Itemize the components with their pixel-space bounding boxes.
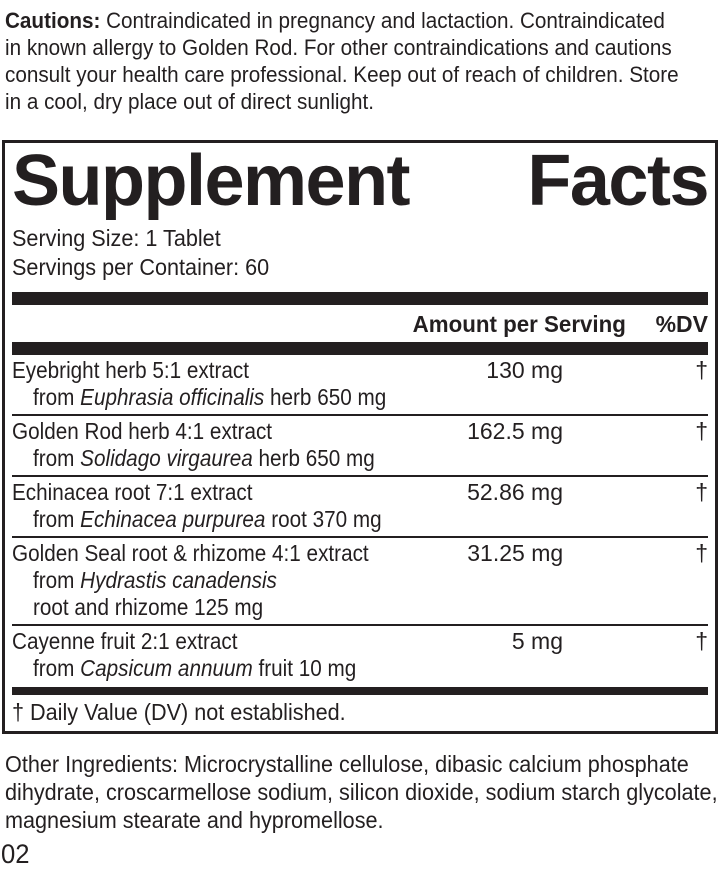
cautions-line-1-text: Contraindicated in pregnancy and lactaction. Contraindicated xyxy=(100,8,665,33)
source-post: herb 650 mg xyxy=(264,384,387,410)
ingredient-name: Eyebright herb 5:1 extract xyxy=(12,357,250,383)
footer-code: 02 xyxy=(0,839,30,869)
column-header-dv: %DV xyxy=(655,311,708,337)
panel-title xyxy=(12,141,708,221)
other-ingredients-paragraph xyxy=(0,734,720,834)
ingredient-source-line xyxy=(12,567,708,594)
servings-per-container: Servings per Container: 60 xyxy=(12,254,270,280)
source-latin-name: Solidago virgaurea xyxy=(80,445,253,471)
panel-title-word-1: Supplement xyxy=(12,141,410,221)
cautions-line-1 xyxy=(5,7,672,34)
ingredient-table xyxy=(12,355,708,685)
cautions-paragraph xyxy=(0,0,720,115)
ingredient-row-cayenne xyxy=(12,624,708,685)
ingredient-amount: 5 mg xyxy=(511,628,563,654)
ingredient-row-eyebright xyxy=(12,355,708,414)
ingredient-amount: 130 mg xyxy=(486,357,563,383)
ingredient-dv-dagger: † xyxy=(695,418,708,444)
ingredient-source-line xyxy=(12,445,708,472)
daily-value-footnote xyxy=(12,695,708,731)
source-latin-name: Euphrasia officinalis xyxy=(80,384,265,410)
source-pre: root and rhizome 125 mg xyxy=(33,594,264,620)
other-ingredients-line-2: dihydrate, croscarmellose sodium, silicon dioxide, sodium starch glycolate, xyxy=(5,779,718,805)
other-ingredients-line-1: Other Ingredients: Microcrystalline cellulose, dibasic calcium phosphate xyxy=(5,751,689,777)
source-pre: from xyxy=(33,506,81,532)
ingredient-main-line xyxy=(12,357,708,384)
ingredient-dv-dagger: † xyxy=(695,479,708,505)
thick-divider-top xyxy=(12,292,708,305)
ingredient-main-line xyxy=(12,628,708,655)
column-header-amount: Amount per Serving xyxy=(412,311,626,337)
other-ingredients-line-3: magnesium stearate and hypromellose. xyxy=(5,807,384,833)
source-post: herb 650 mg xyxy=(252,445,375,471)
cautions-line-4: in a cool, dry place out of direct sunlight. xyxy=(5,89,375,114)
source-latin-name: Capsicum annuum xyxy=(80,655,253,681)
table-header-row xyxy=(12,305,708,342)
serving-size: Serving Size: 1 Tablet xyxy=(12,225,221,251)
ingredient-name: Echinacea root 7:1 extract xyxy=(12,479,253,505)
source-post: fruit 10 mg xyxy=(252,655,357,681)
source-pre: from xyxy=(33,384,81,410)
ingredient-row-golden-rod xyxy=(12,414,708,475)
ingredient-main-line xyxy=(12,479,708,506)
ingredient-dv-dagger: † xyxy=(695,357,708,383)
ingredient-main-line xyxy=(12,540,708,567)
ingredient-amount: 162.5 mg xyxy=(467,418,563,444)
source-latin-name: Echinacea purpurea xyxy=(80,506,266,532)
thin-divider-footnote xyxy=(12,687,708,695)
ingredient-source-line xyxy=(12,384,708,411)
ingredient-amount: 31.25 mg xyxy=(467,540,564,566)
source-post: root 370 mg xyxy=(265,506,382,532)
source-pre: from xyxy=(33,567,81,593)
ingredient-source-line-2 xyxy=(12,594,708,621)
serving-info xyxy=(12,224,708,282)
panel-title-word-2: Facts xyxy=(527,141,708,221)
ingredient-row-echinacea xyxy=(12,475,708,536)
ingredient-source-line xyxy=(12,655,708,682)
ingredient-row-golden-seal xyxy=(12,536,708,624)
ingredient-main-line xyxy=(12,418,708,445)
source-latin-name: Hydrastis canadensis xyxy=(80,567,277,593)
ingredient-dv-dagger: † xyxy=(695,540,708,566)
cautions-line-3: consult your health care professional. Keep out of reach of children. Store xyxy=(5,62,679,87)
source-pre: from xyxy=(33,655,81,681)
thick-divider-header xyxy=(12,342,708,355)
cautions-heading: Cautions: xyxy=(5,8,101,33)
source-pre: from xyxy=(33,445,81,471)
ingredient-amount: 52.86 mg xyxy=(467,479,563,505)
daily-value-footnote-text: † Daily Value (DV) not established. xyxy=(12,699,346,725)
ingredient-name: Golden Rod herb 4:1 extract xyxy=(12,418,273,444)
ingredient-source-line xyxy=(12,506,708,533)
supplement-facts-panel xyxy=(2,140,718,734)
ingredient-name: Golden Seal root & rhizome 4:1 extract xyxy=(12,540,369,566)
cautions-line-2: in known allergy to Golden Rod. For other contraindications and cautions xyxy=(5,35,672,60)
ingredient-name: Cayenne fruit 2:1 extract xyxy=(12,628,238,654)
ingredient-dv-dagger: † xyxy=(695,628,708,654)
